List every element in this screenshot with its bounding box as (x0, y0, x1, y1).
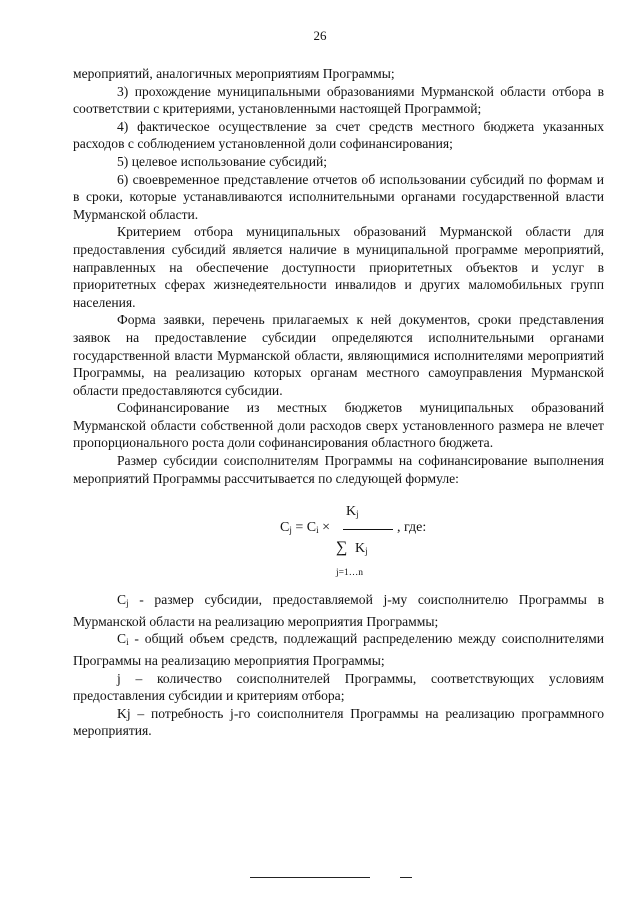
paragraph: Размер субсидии соисполнителям Программы на софинансирование выполнения мероприятий Программы рассчитывается по следующей формуле: (73, 453, 604, 486)
formula-tail: , где: (397, 520, 427, 536)
page-number: 26 (313, 28, 327, 43)
paragraph: Критерием отбора муниципальных образований Мурманской области для предоставления субсидий является наличие в муниципальной программе мероприятий, направленных на обеспечение доступности приоритетных объектов и услуг в приоритетных сферах жизнедеятельности инвалидов и других маломобильных групп населения. (73, 224, 604, 310)
paragraph: 5) целевое использование субсидий; (117, 153, 328, 169)
footer-rule (250, 877, 370, 878)
document-body (73, 65, 604, 740)
paragraph: 6) своевременное представление отчетов об использовании субсидий по формам и в сроки, которые устанавливаются исполнительными органами государственной власти Мурманской области. (73, 171, 604, 222)
paragraph: Софинансирование из местных бюджетов муниципальных образований Мурманской области собственной доли расходов сверх установленного размера не влечет пропорционального роста доли софинансирования областного бюджета. (73, 400, 604, 451)
paragraph: Форма заявки, перечень прилагаемых к ней документов, сроки представления заявок на предоставление субсидии определяются исполнительными органами государственной власти Мурманской области, являющимися исполнителями мероприятий Программы, на реализацию которых органам местного самоуправления Мурманской области предоставляются субсидии. (73, 312, 604, 398)
subsidy-formula (73, 493, 604, 587)
fraction-bar (343, 529, 393, 530)
sum-symbol: ∑ (336, 539, 348, 557)
definition: $C_i$ - общий объем средств, подлежащий распределению между соисполнителями Программы на реализацию мероприятия Программы; (73, 631, 604, 669)
paragraph: 4) фактическое осуществление за счет средств местного бюджета указанных расходов с соблюдением установленной доли софинансирования; (73, 118, 604, 152)
footer-rule-short (400, 877, 412, 878)
definition: j – количество соисполнителей Программы, соответствующих условиям предоставления субсидии и критериям отбора; (73, 670, 604, 704)
sum-range: j=1…n (336, 568, 363, 579)
paragraph: 3) прохождение муниципальными образованиями Мурманской области отбора в соответствии с критериями, установленными настоящей Программой; (73, 83, 604, 117)
formula-numerator: $K_j$ (346, 504, 359, 520)
formula-denominator: $K_j$ (355, 541, 368, 557)
definition: Kj – потребность j-го соисполнителя Программы на реализацию программного мероприятия. (73, 705, 604, 739)
definition: $C_j$ - размер субсидии, предоставляемой j-му соисполнителю Программы в Мурманской области на реализацию мероприятия Программы; (73, 592, 604, 629)
paragraph: мероприятий, аналогичных мероприятиям Программы; (73, 66, 395, 81)
formula-lhs: $C_j = C_i$ × (280, 520, 331, 536)
